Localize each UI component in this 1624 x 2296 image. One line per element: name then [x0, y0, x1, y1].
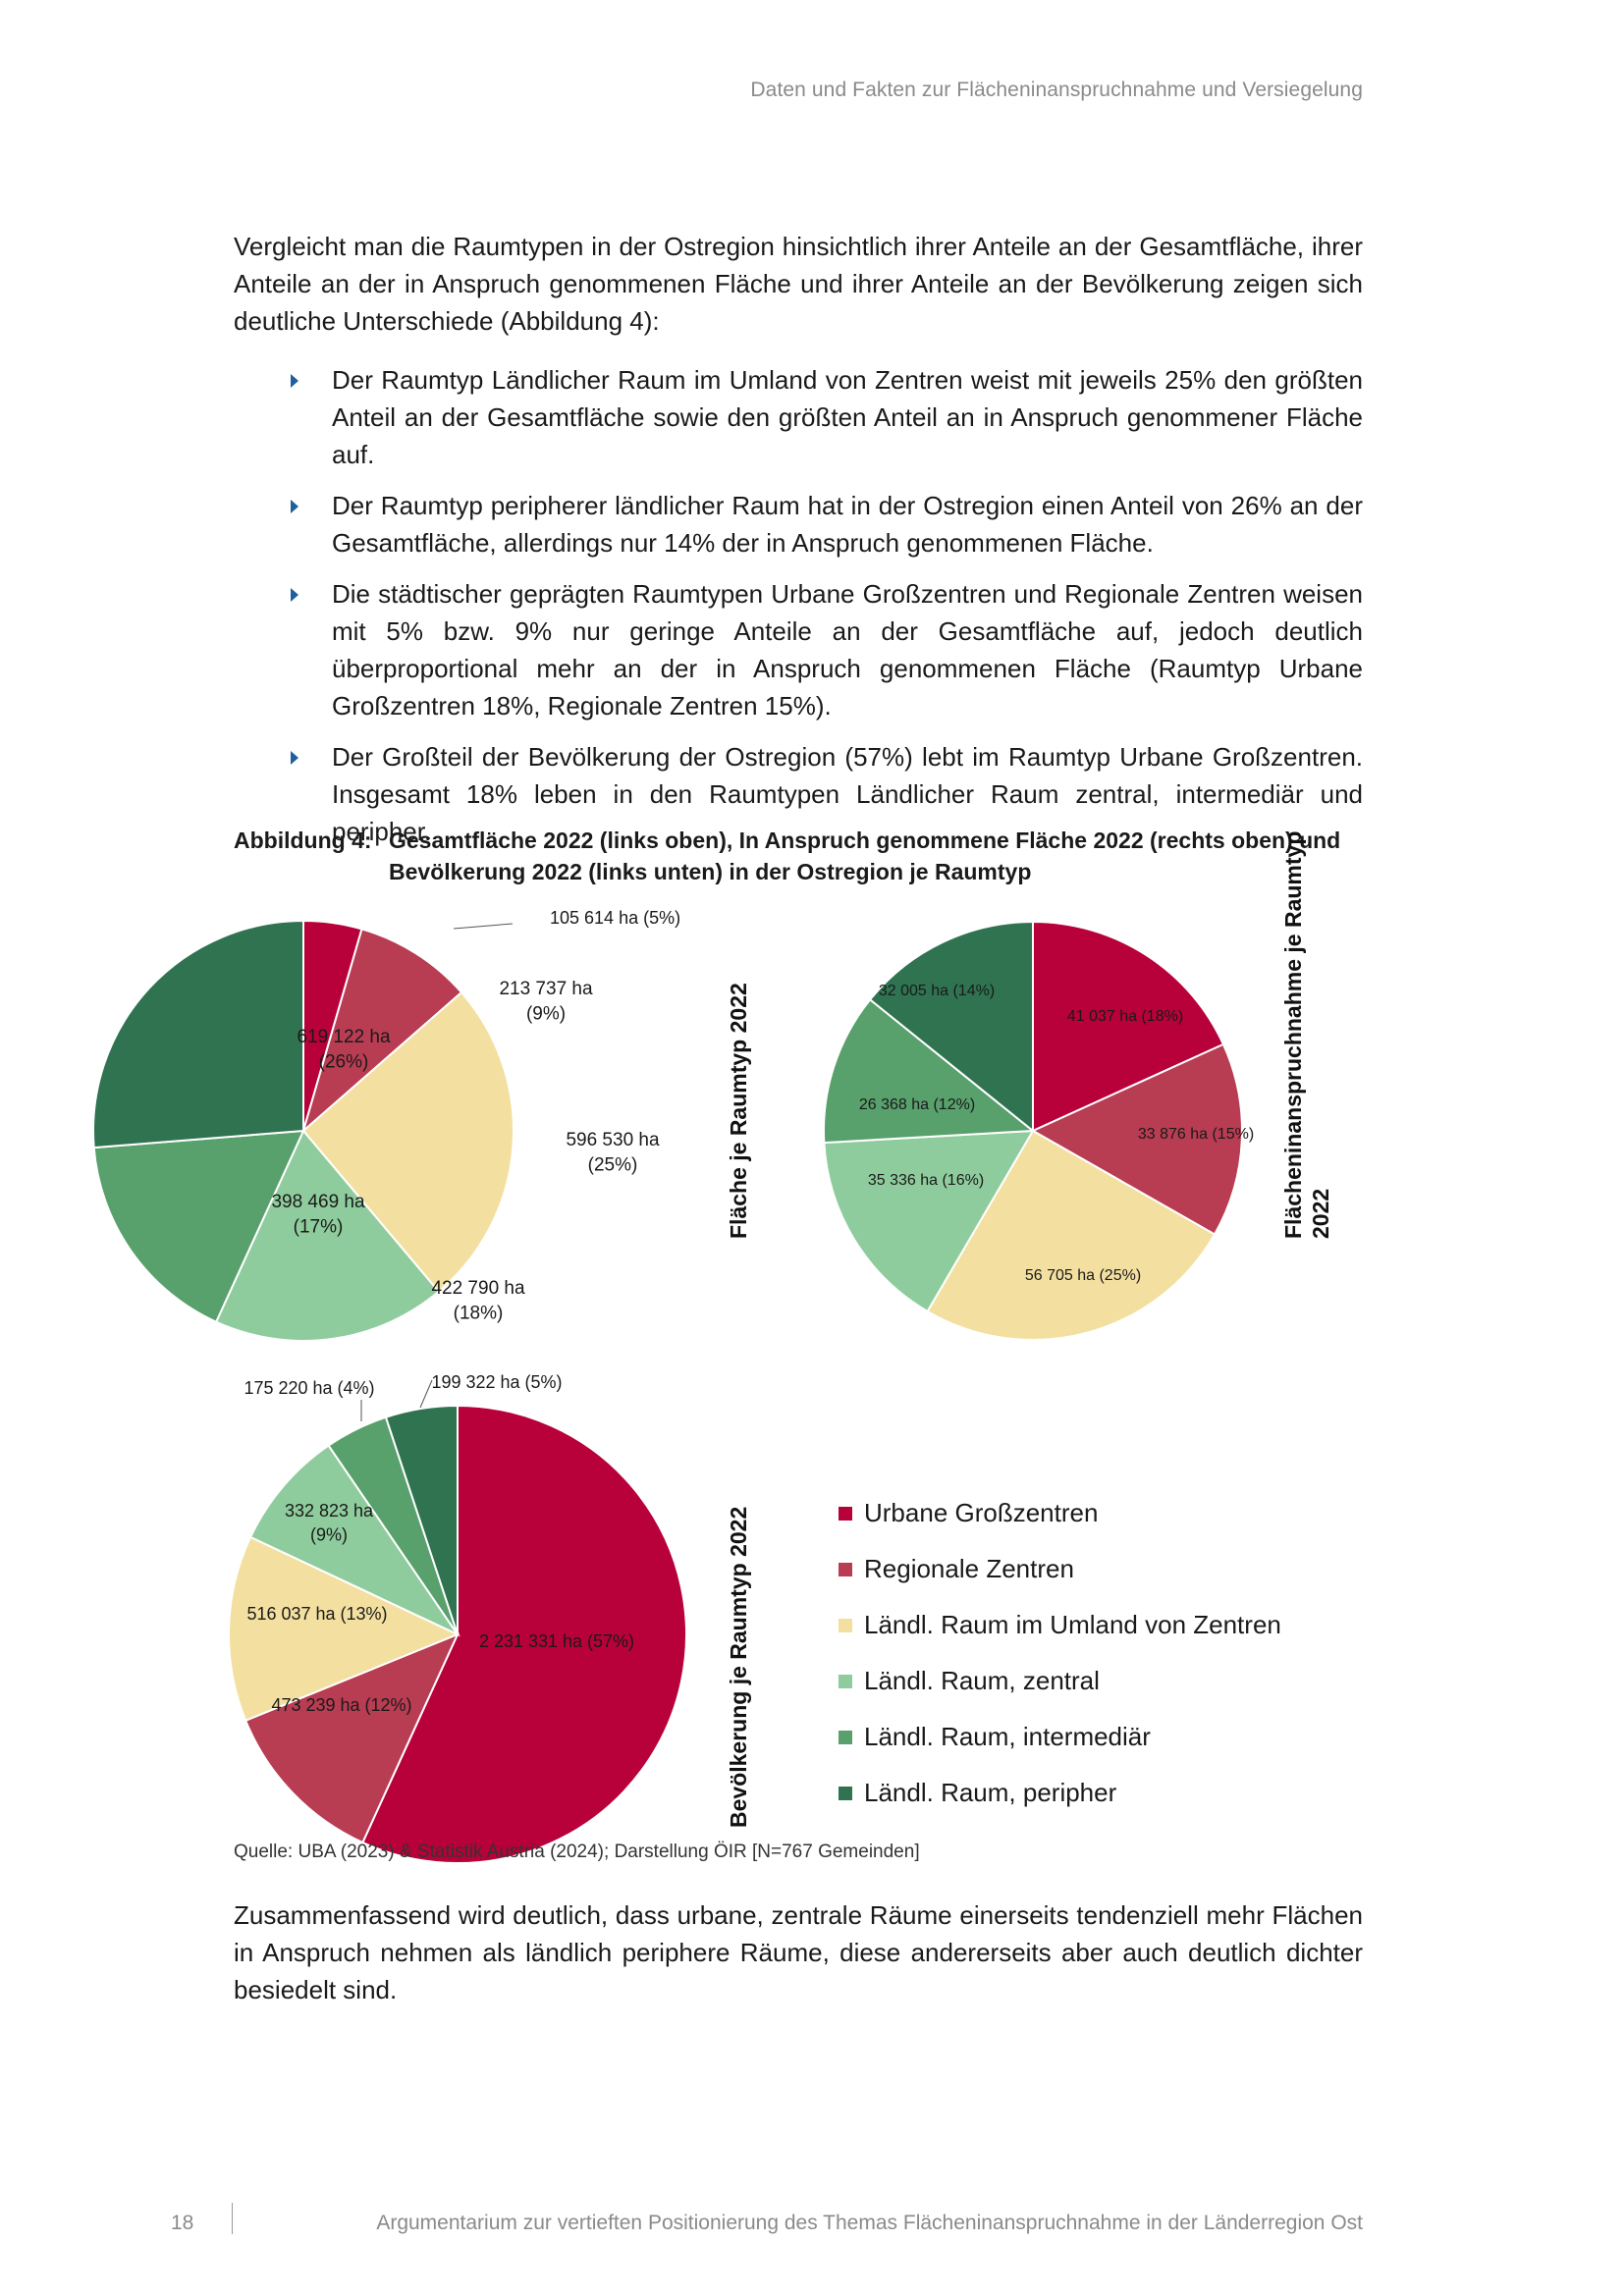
legend-item [839, 1554, 1281, 1610]
legend-swatch [839, 1619, 852, 1632]
pie-data-label: 35 336 ha (16%) [867, 1172, 985, 1189]
legend-label: Regionale Zentren [864, 1554, 1074, 1583]
pie-data-label: 56 705 ha (25%) [1024, 1267, 1142, 1284]
pie-slice [93, 921, 303, 1148]
chart-legend [839, 1498, 1281, 1834]
pie-data-label: 33 876 ha (15%) [1137, 1126, 1255, 1143]
legend-item [839, 1722, 1281, 1778]
legend-item [839, 1498, 1281, 1554]
intro-paragraph: Vergleicht man die Raumtypen in der Ostregion hinsichtlich ihrer Anteile an der Gesamtfläche, ihrer Anteile an der in Anspruch genommenen Fläche und ihrer Anteile an der Bevölkerung zeigen sich deutliche Unterschiede (Abbildung 4): [234, 232, 1363, 336]
legend-label: Ländl. Raum, intermediär [864, 1722, 1151, 1751]
chart-title: Fläche je Raumtyp 2022 [726, 983, 751, 1239]
pie-data-label: 398 469 ha (17%) [271, 1192, 365, 1238]
bullet-text: Die städtischer geprägten Raumtypen Urbane Großzentren und Regionale Zentren weisen mit 5% bzw. 9% nur geringe Anteile an der Gesamtfläche auf, jedoch deutlich überproportional mehr an der in Anspruch genommenen Fläche (Raumtyp Urbane Großzentren 18%, Regionale Zentren 15%). [332, 579, 1363, 721]
legend-swatch [839, 1731, 852, 1744]
pie-data-label: 2 231 331 ha (57%) [478, 1631, 635, 1651]
pie-data-label: 41 037 ha (18%) [1066, 1008, 1184, 1025]
pie-data-label: 422 790 ha (18%) [431, 1278, 525, 1324]
legend-label: Ländl. Raum, zentral [864, 1666, 1100, 1695]
chart-title: 2022 [1308, 1188, 1333, 1239]
pie-data-label: 32 005 ha (14%) [878, 983, 996, 999]
footer-divider [232, 2203, 233, 2234]
legend-item [839, 1666, 1281, 1722]
pie-data-label: 213 737 ha (9%) [499, 979, 593, 1025]
legend-label: Ländl. Raum im Umland von Zentren [864, 1610, 1281, 1639]
figure-title: Gesamtfläche 2022 (links oben), In Anspruch genommene Fläche 2022 (rechts oben) und Bevölkerung 2022 (links unten) in der Ostregion je Raumtyp [389, 828, 1341, 884]
bullet-text: Der Raumtyp Ländlicher Raum im Umland von Zentren weist mit jeweils 25% den größten Anteil an der Gesamtfläche sowie den größten Anteil an in Anspruch genommener Fläche auf. [332, 365, 1363, 469]
legend-swatch [839, 1675, 852, 1688]
label-leader-line [454, 924, 513, 929]
label-leader-line [420, 1380, 432, 1408]
chart-title: Bevölkerung je Raumtyp 2022 [726, 1506, 751, 1828]
pie-data-label: 175 220 ha (4%) [244, 1378, 375, 1398]
legend-swatch [839, 1563, 852, 1576]
page-number: 18 [171, 2212, 194, 2234]
legend-item [839, 1610, 1281, 1666]
pie-data-label: 619 122 ha (26%) [297, 1027, 391, 1073]
conclusion-paragraph: Zusammenfassend wird deutlich, dass urbane, zentrale Räume einerseits tendenziell mehr Flächen in Anspruch nehmen als ländlich periphere Räume, diese andererseits aber auch deutlich dichter besiedelt sind. [234, 1900, 1363, 2004]
pie-data-label: 332 823 ha (9%) [284, 1501, 374, 1545]
legend-swatch [839, 1507, 852, 1521]
pie-data-label: 516 037 ha (13%) [246, 1604, 388, 1624]
figure-label: Abbildung 4: [234, 828, 372, 853]
legend-swatch [839, 1787, 852, 1800]
pie-data-label: 199 322 ha (5%) [431, 1372, 563, 1392]
bullet-text: Der Großteil der Bevölkerung der Ostregion (57%) lebt im Raumtyp Urbane Großzentren. Insgesamt 18% leben in den Raumtypen Ländlicher Raum zentral, intermediär und peripher. [332, 742, 1363, 846]
pie-data-label: 26 368 ha (12%) [858, 1096, 976, 1113]
chart-title: Flächeninanspruchnahme je Raumtyp [1280, 830, 1306, 1239]
footer-title: Argumentarium zur vertieften Positionierung des Themas Flächeninanspruchnahme in der Länderregion Ost [376, 2212, 1363, 2234]
running-header: Daten und Fakten zur Flächeninanspruchnahme und Versiegelung [750, 79, 1363, 101]
pie-data-label: 473 239 ha (12%) [271, 1695, 412, 1715]
legend-label: Ländl. Raum, peripher [864, 1778, 1117, 1807]
bullet-text: Der Raumtyp peripherer ländlicher Raum hat in der Ostregion einen Anteil von 26% an der Gesamtfläche, allerdings nur 14% der in Anspruch genommenen Fläche. [332, 491, 1363, 558]
pie-data-label: 596 530 ha (25%) [566, 1130, 660, 1176]
legend-item [839, 1778, 1281, 1834]
figure-source: Quelle: UBA (2023) & Statistik Austria (2024); Darstellung ÖIR [N=767 Gemeinden] [234, 1842, 920, 1862]
legend-label: Urbane Großzentren [864, 1498, 1099, 1527]
pie-data-label: 105 614 ha (5%) [550, 908, 681, 928]
